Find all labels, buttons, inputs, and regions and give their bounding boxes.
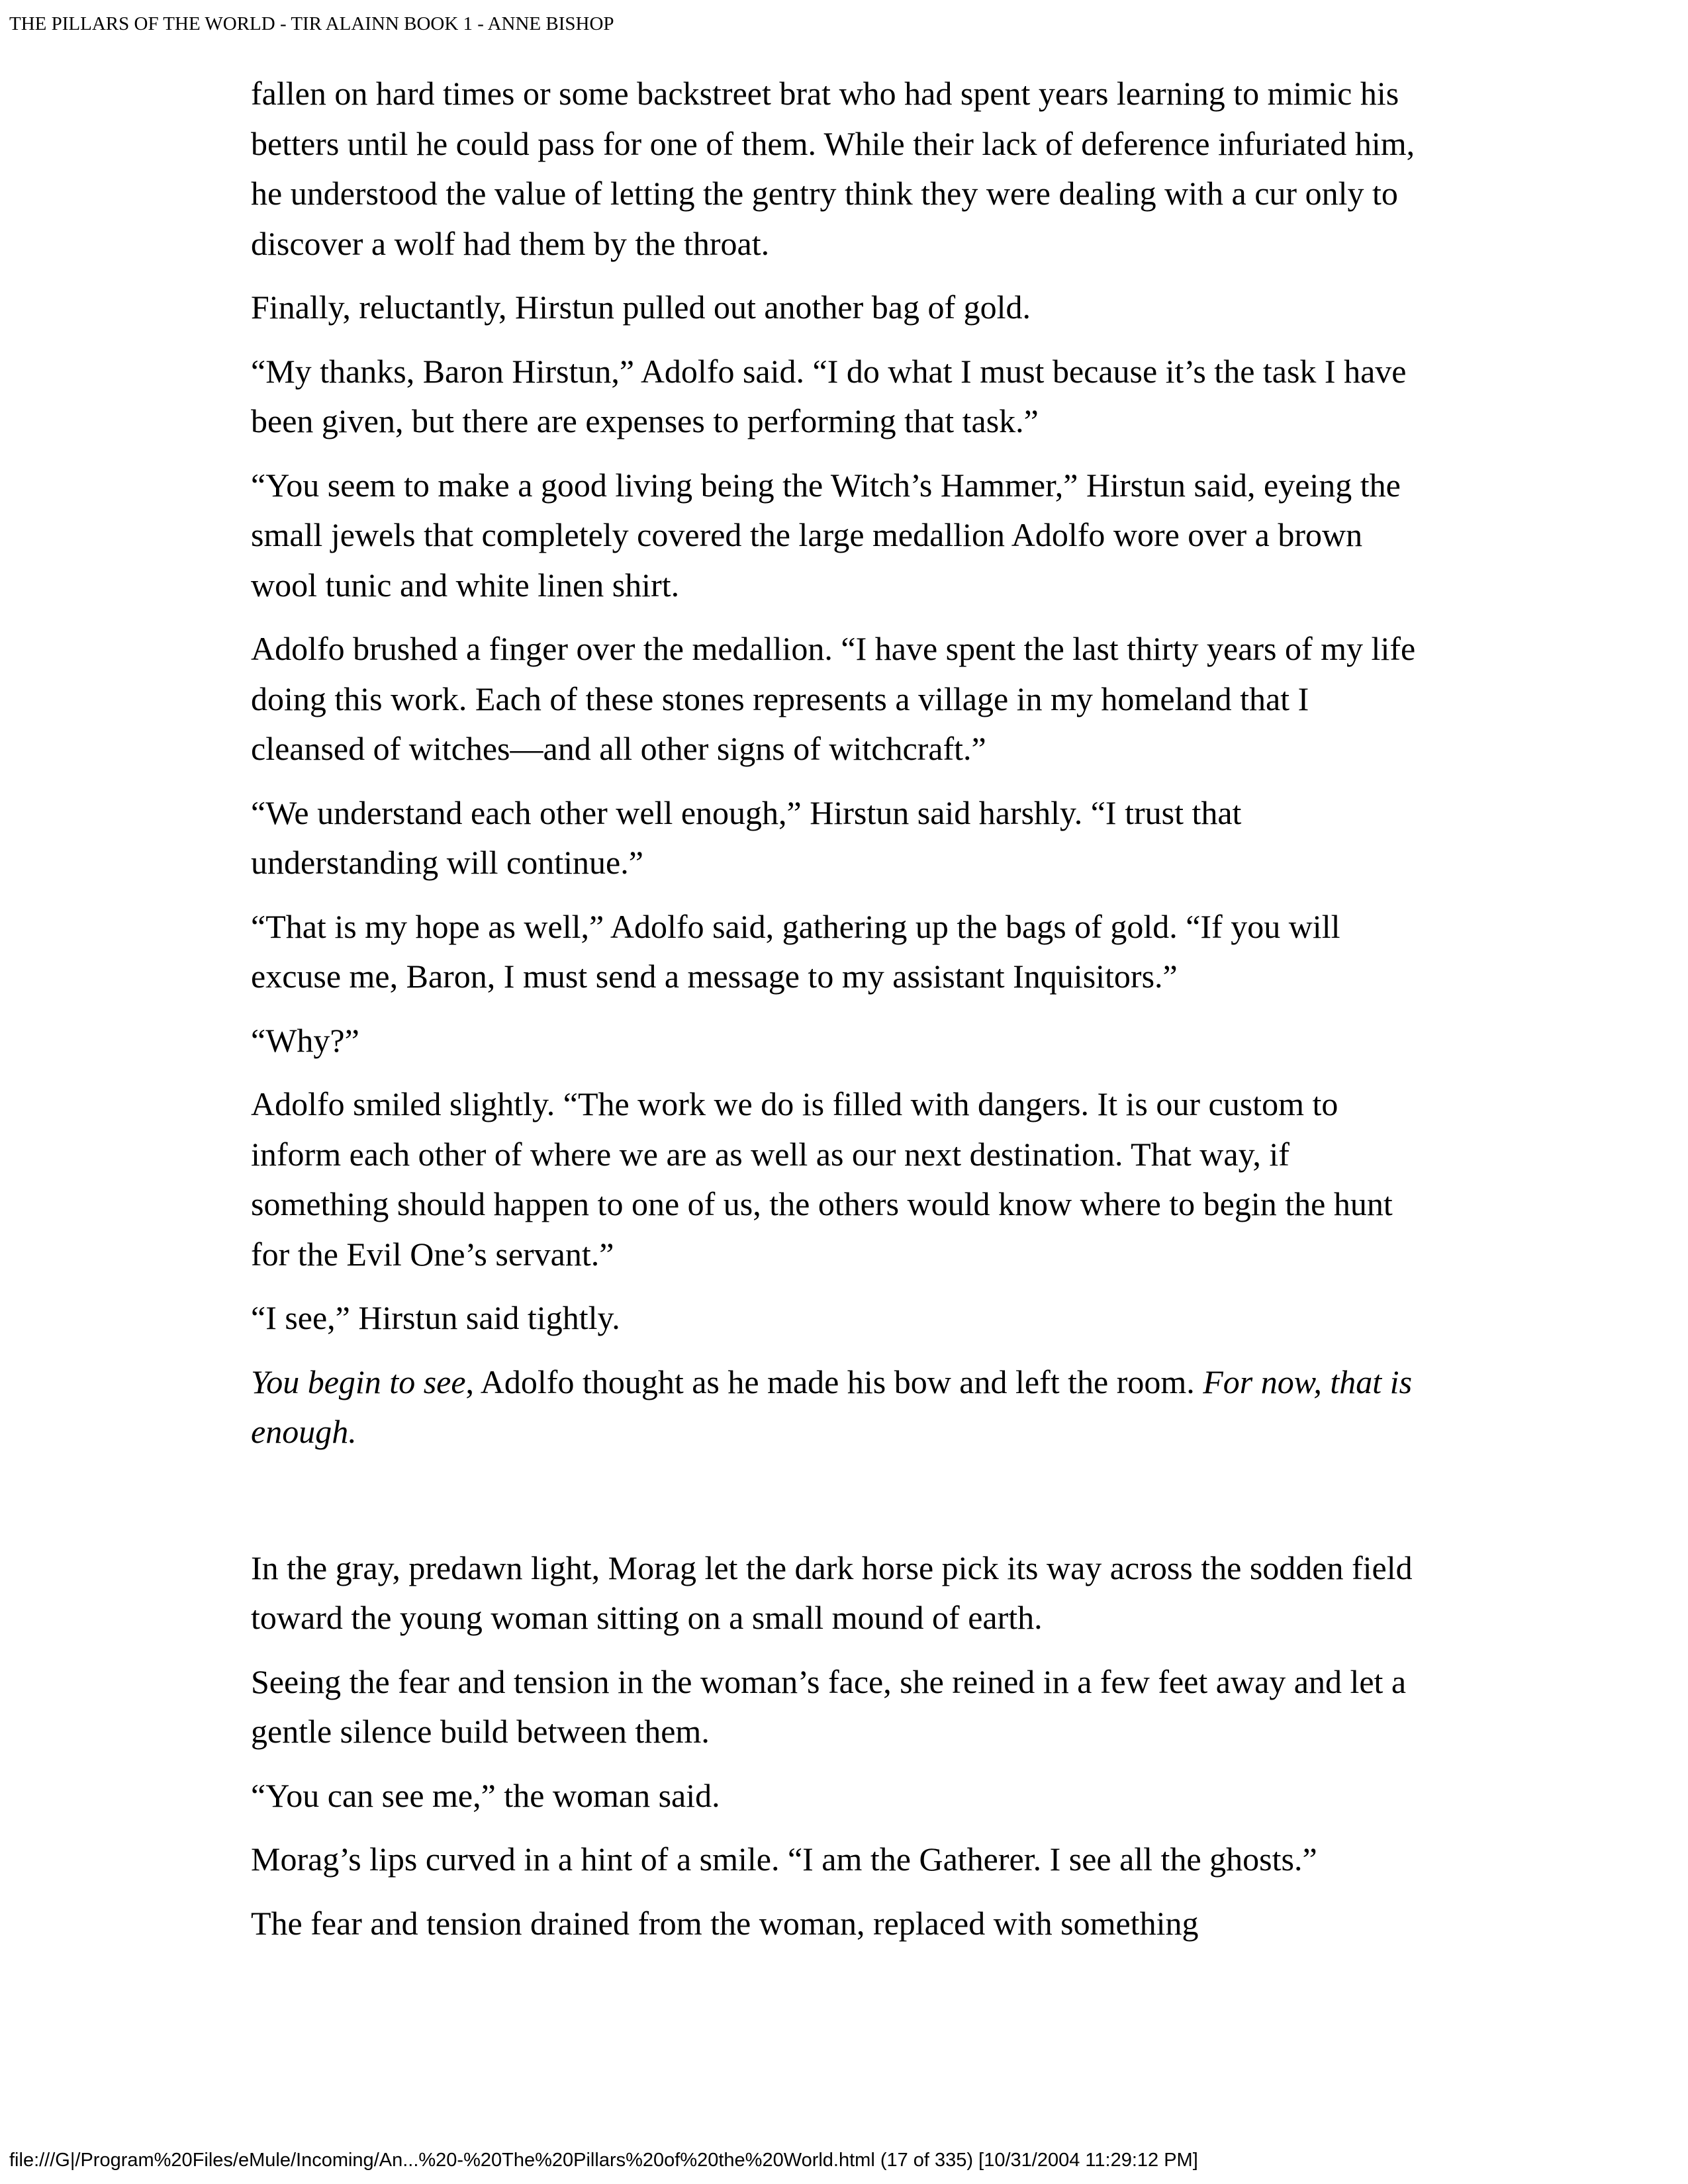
paragraph: Finally, reluctantly, Hirstun pulled out another bag of gold. [251,289,1031,326]
paragraph: “My thanks, Baron Hirstun,” Adolfo said. “I do what I must because it’s the task I have been given, but there are expenses to performing that task.” [251,352,1407,439]
paragraph: “Why?” [251,1021,359,1059]
paragraph: Adolfo brushed a finger over the medallion. “I have spent the last thirty years of my life doing this work. Each of these stones represents a village in my homeland that I cleansed of witches—and all other signs of witchcraft.” [251,630,1416,767]
paragraph: Morag’s lips curved in a hint of a smile. “I am the Gatherer. I see all the ghosts.” [251,1841,1317,1878]
page-body [251,69,1429,1962]
italic-text: For now, that is enough. [251,1363,1413,1450]
paragraph-text: , Adolfo thought as he made his bow and left the room. [465,1363,1203,1400]
paragraph: “We understand each other well enough,” Hirstun said harshly. “I trust that understanding will continue.” [251,794,1242,881]
page-footer-path: file:///G|/Program%20Files/eMule/Incoming/An...%20-%20The%20Pillars%20of%20the%20World.html (17 of 335) [10/31/2004 11:29:12 PM] [9,2150,1198,2171]
paragraph: The fear and tension drained from the woman, replaced with something [251,1904,1199,1942]
running-header: THE PILLARS OF THE WORLD - TIR ALAINN BOOK 1 - ANNE BISHOP [9,13,614,34]
paragraph: “That is my hope as well,” Adolfo said, gathering up the bags of gold. “If you will excuse me, Baron, I must send a message to my assistant Inquisitors.” [251,907,1340,995]
paragraph: Seeing the fear and tension in the woman’s face, she reined in a few feet away and let a gentle silence build between them. [251,1662,1407,1750]
paragraph: “You can see me,” the woman said. [251,1776,720,1814]
paragraph: Adolfo smiled slightly. “The work we do is filled with dangers. It is our custom to inform each other of where we are as well as our next destination. That way, if something should happen to one of us, the others would know where to begin the hunt for the Evil One’s servant.” [251,1085,1393,1273]
italic-text: You begin to see [251,1363,466,1400]
paragraph-italic-thought [251,1357,1429,1457]
paragraph: In the gray, predawn light, Morag let the dark horse pick its way across the sodden field toward the young woman sitting on a small mound of earth. [251,1549,1413,1636]
paragraph: “I see,” Hirstun said tightly. [251,1299,620,1336]
paragraph: fallen on hard times or some backstreet brat who had spent years learning to mimic his betters until he could pass for one of them. While their lack of deference infuriated him, he understood the value of letting the gentry think they were dealing with a cur only to discover a wolf had them by the throat. [251,75,1415,262]
paragraph: “You seem to make a good living being the Witch’s Hammer,” Hirstun said, eyeing the small jewels that completely covered the large medallion Adolfo wore over a brown wool tunic and white linen shirt. [251,466,1401,604]
